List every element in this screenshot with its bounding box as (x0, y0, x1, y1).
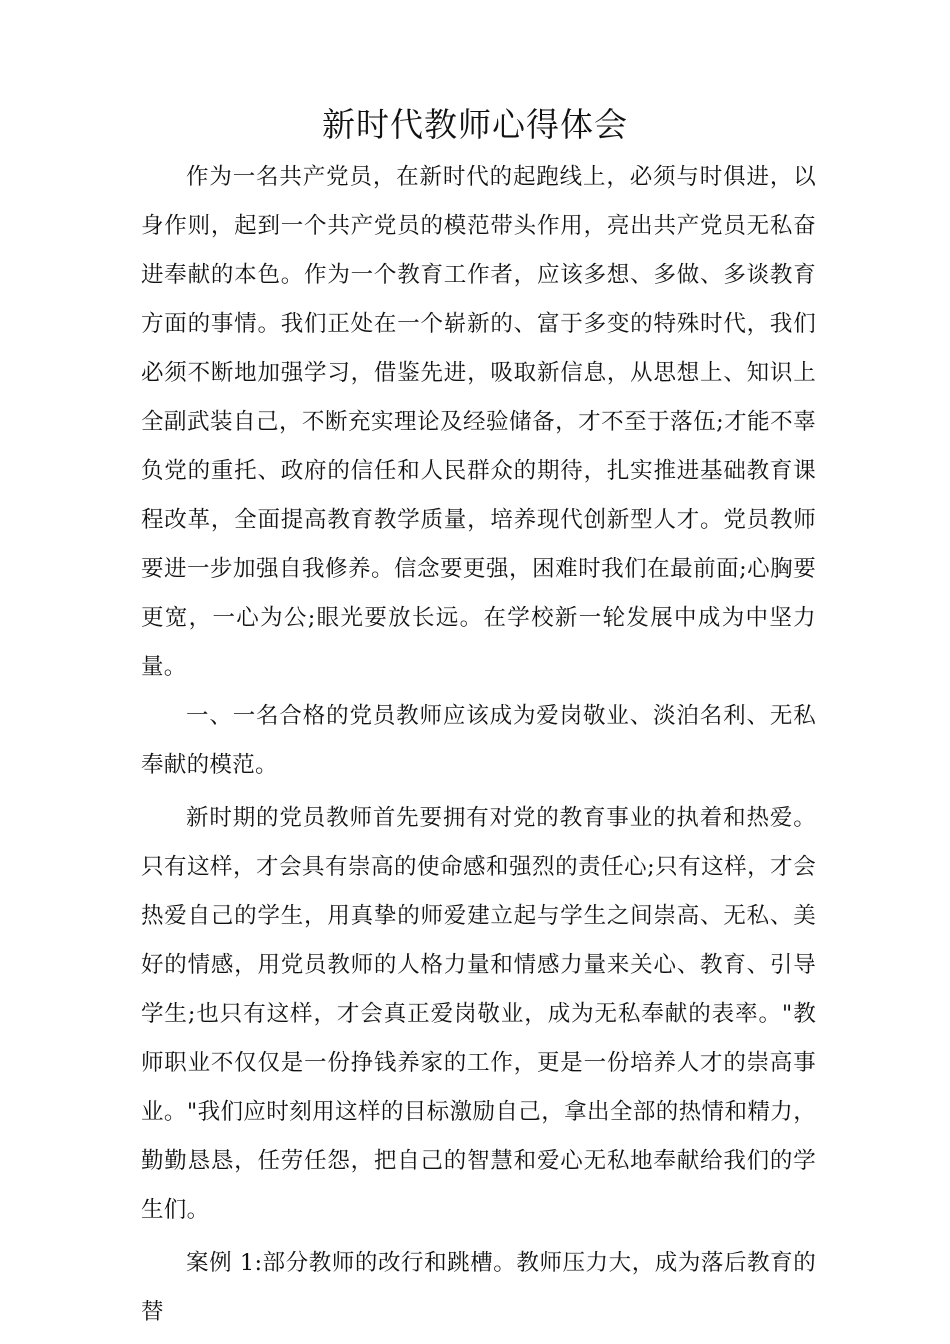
document-title: 新时代教师心得体会 (322, 105, 628, 144)
paragraph-section-heading: 一、一名合格的党员教师应该成为爱岗敬业、淡泊名利、无私奉献的模范。 (141, 703, 816, 778)
document-body (141, 153, 816, 1337)
paragraph-teacher-devotion: 新时期的党员教师首先要拥有对党的教育事业的执着和热爱。只有这样，才会具有崇高的使命感和强烈的责任心;只有这样，才会热爱自己的学生，用真挚的师爱建立起与学生之间崇高、无私、美好的情感，用党员教师的人格力量和情感力量来关心、教育、引导学生;也只有这样，才会真正爱岗敬业，成为无私奉献的表率。"教师职业不仅仅是一份挣钱养家的工作，更是一份培养人才的崇高事业。"我们应时刻用这样的目标激励自己，拿出全部的热情和精力，勤勤恳恳，任劳任怨，把自己的智慧和爱心无私地奉献给我们的学生们。 (141, 805, 816, 1223)
paragraph-case-1: 案例 1:部分教师的改行和跳槽。教师压力大，成为落后教育的替 (141, 1250, 816, 1325)
paragraph-intro: 作为一名共产党员，在新时代的起跑线上，必须与时俱进，以身作则，起到一个共产党员的模范带头作用，亮出共产党员无私奋进奉献的本色。作为一个教育工作者，应该多想、多做、多谈教育方面的事情。我们正处在一个崭新的、富于多变的特殊时代，我们必须不断地加强学习，借鉴先进，吸取新信息，从思想上、知识上全副武装自己，不断充实理论及经验储备，才不至于落伍;才能不辜负党的重托、政府的信任和人民群众的期待，扎实推进基础教育课程改革，全面提高教育教学质量，培养现代创新型人才。党员教师要进一步加强自我修养。信念要更强，困难时我们在最前面;心胸要更宽，一心为公;眼光要放长远。在学校新一轮发展中成为中坚力量。 (141, 164, 816, 680)
